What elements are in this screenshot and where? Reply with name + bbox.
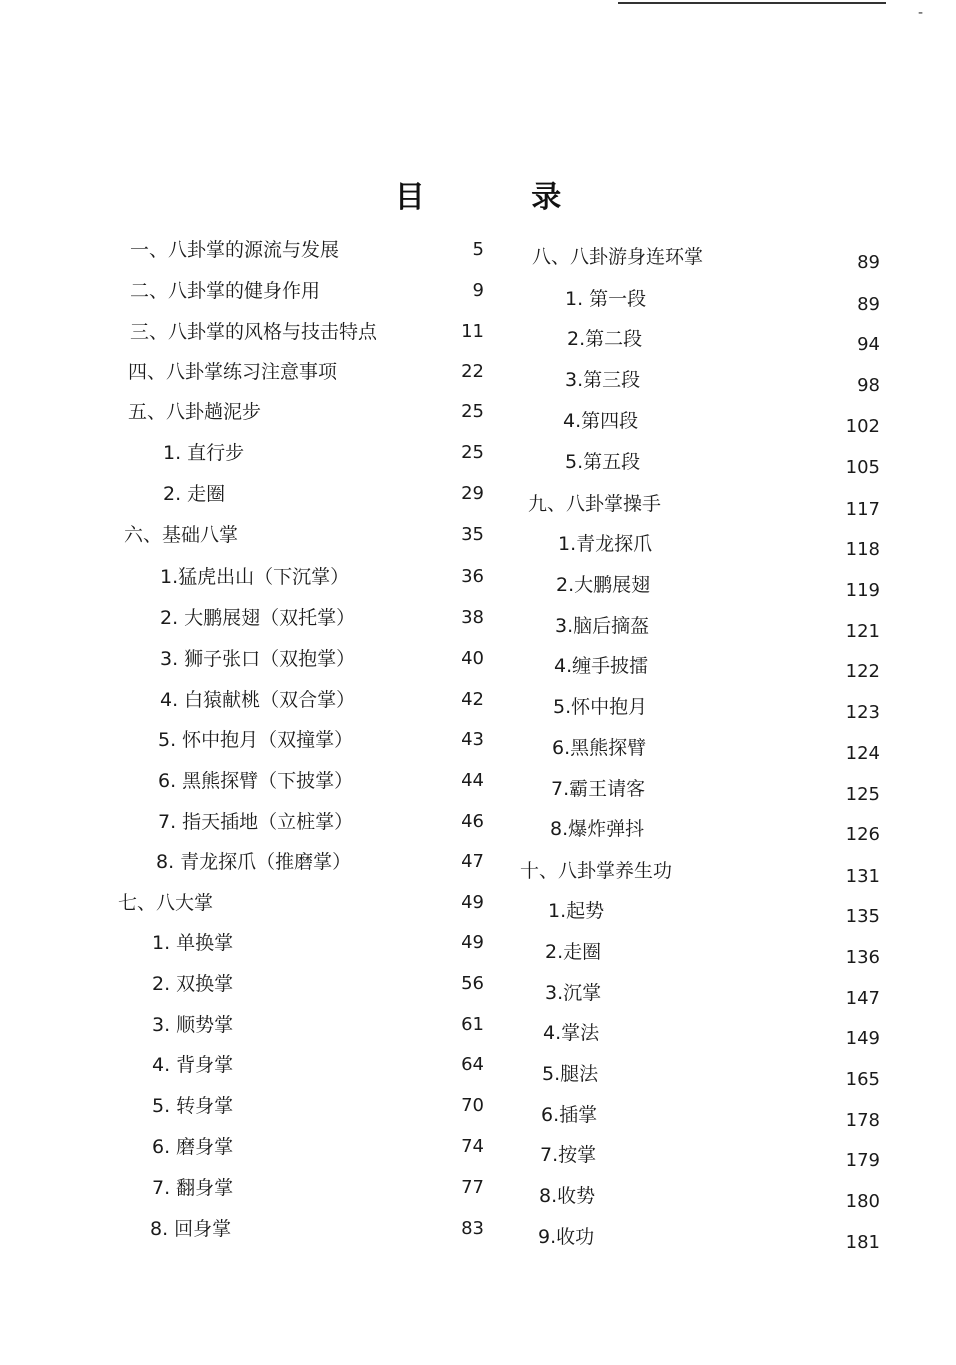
toc-right-entry-page-number: 147 bbox=[845, 988, 880, 1009]
toc-left-entry-page-number: 49 bbox=[461, 932, 484, 953]
toc-right-entry-page-number: 126 bbox=[845, 824, 880, 845]
toc-left-entry-label: 1. 单换掌 bbox=[152, 932, 234, 954]
toc-left-entry-page-number: 42 bbox=[461, 689, 484, 710]
toc-right-entry bbox=[0, 652, 956, 680]
toc-right-entry bbox=[0, 897, 956, 925]
toc-right-entry bbox=[0, 693, 956, 721]
toc-right-entry-label: 5.腿法 bbox=[542, 1063, 599, 1085]
toc-left-entry-label: 三、八卦掌的风格与技击特点 bbox=[130, 321, 378, 343]
toc-left-entry-label: 1. 直行步 bbox=[163, 442, 245, 464]
toc-left-entry-page-number: 25 bbox=[461, 401, 484, 422]
toc-right-entry-page-number: 131 bbox=[845, 866, 880, 887]
toc-right-entry-label: 2.走圈 bbox=[545, 941, 602, 963]
toc-right-entry bbox=[0, 1223, 956, 1251]
toc-left-entry-page-number: 25 bbox=[461, 442, 484, 463]
toc-left-entry-label: 2. 走圈 bbox=[163, 483, 226, 505]
toc-right-entry-page-number: 102 bbox=[845, 416, 880, 437]
toc-right-entry-label: 3.第三段 bbox=[565, 369, 641, 391]
toc-left-entry-label: 6. 黑熊探臂（下披掌） bbox=[158, 770, 354, 792]
toc-right-entry bbox=[0, 1101, 956, 1129]
toc-right-entry-page-number: 180 bbox=[845, 1191, 880, 1212]
toc-left-entry-label: 一、八卦掌的源流与发展 bbox=[130, 239, 340, 261]
toc-left-entry-label: 7. 指天插地（立桩掌） bbox=[158, 811, 354, 833]
toc-right-entry bbox=[0, 1182, 956, 1210]
toc-right-entry-label: 4.第四段 bbox=[563, 410, 639, 432]
toc-right-entry-label: 9.收功 bbox=[538, 1226, 595, 1248]
toc-left-entry-label: 7. 翻身掌 bbox=[152, 1177, 234, 1199]
toc-right-entry bbox=[0, 490, 956, 518]
toc-right-entry-page-number: 118 bbox=[845, 539, 880, 560]
toc-right-entry bbox=[0, 775, 956, 803]
toc-left-entry-label: 四、八卦掌练习注意事项 bbox=[128, 361, 338, 383]
toc-right-entry-label: 1.起势 bbox=[548, 900, 605, 922]
toc-right-entry-page-number: 121 bbox=[845, 621, 880, 642]
toc-right-entry-page-number: 89 bbox=[857, 294, 880, 315]
toc-left-entry-label: 七、八大掌 bbox=[118, 892, 214, 914]
toc-right-entry-label: 5.怀中抱月 bbox=[553, 696, 648, 718]
toc-right-entry-page-number: 117 bbox=[845, 499, 880, 520]
toc-right-entry-label: 1.青龙探爪 bbox=[558, 533, 653, 555]
toc-right-entry-page-number: 178 bbox=[845, 1110, 880, 1131]
toc-left-entry-label: 二、八卦掌的健身作用 bbox=[130, 280, 321, 302]
toc-right-entry-page-number: 125 bbox=[845, 784, 880, 805]
toc-right-entry bbox=[0, 448, 956, 476]
toc-right-entry-label: 4.掌法 bbox=[543, 1022, 600, 1044]
toc-right-entry-page-number: 179 bbox=[845, 1150, 880, 1171]
toc-left-entry-page-number: 70 bbox=[461, 1095, 484, 1116]
toc-right-entry-page-number: 135 bbox=[845, 906, 880, 927]
toc-left-entry-page-number: 61 bbox=[461, 1014, 484, 1035]
toc-right-entry-label: 8.收势 bbox=[539, 1185, 596, 1207]
toc-left-entry-page-number: 43 bbox=[461, 729, 484, 750]
toc-right-entry-page-number: 124 bbox=[845, 743, 880, 764]
toc-left-entry-label: 5. 转身掌 bbox=[152, 1095, 234, 1117]
toc-right-entry bbox=[0, 285, 956, 313]
toc-left-entry-page-number: 36 bbox=[461, 566, 484, 587]
toc-right-entry-page-number: 105 bbox=[845, 457, 880, 478]
toc-right-entry bbox=[0, 243, 956, 271]
toc-left-entry-label: 1.猛虎出山（下沉掌） bbox=[160, 566, 350, 588]
toc-right-entry bbox=[0, 734, 956, 762]
toc-left-entry-page-number: 9 bbox=[472, 280, 484, 301]
toc-left-entry-label: 六、基础八掌 bbox=[124, 524, 239, 546]
toc-left-entry-page-number: 64 bbox=[461, 1054, 484, 1075]
toc-right-entry bbox=[0, 857, 956, 885]
toc-left-entry-page-number: 5 bbox=[472, 239, 484, 260]
toc-left-entry-page-number: 74 bbox=[461, 1136, 484, 1157]
toc-right-entry-label: 十、八卦掌养生功 bbox=[520, 860, 673, 882]
toc-left-entry-page-number: 49 bbox=[461, 892, 484, 913]
toc-right-entry bbox=[0, 530, 956, 558]
toc-right-entry bbox=[0, 571, 956, 599]
toc-left-entry-label: 3. 狮子张口（双抱掌） bbox=[160, 648, 356, 670]
toc-left-entry-page-number: 11 bbox=[461, 321, 484, 342]
toc-right-entry-label: 8.爆炸弹抖 bbox=[550, 818, 645, 840]
toc-left-entry-label: 2. 双换掌 bbox=[152, 973, 234, 995]
toc-right-entry bbox=[0, 1060, 956, 1088]
toc-right-entry-label: 6.插掌 bbox=[541, 1104, 598, 1126]
toc-right-entry bbox=[0, 1141, 956, 1169]
toc-right-entry bbox=[0, 815, 956, 843]
toc-left-entry-page-number: 56 bbox=[461, 973, 484, 994]
toc-right-entry-page-number: 122 bbox=[845, 661, 880, 682]
toc-left-entry-label: 4. 白猿献桃（双合掌） bbox=[160, 689, 356, 711]
toc-left-entry-label: 3. 顺势掌 bbox=[152, 1014, 234, 1036]
toc-right-entry-page-number: 181 bbox=[845, 1232, 880, 1253]
toc-right-entry bbox=[0, 938, 956, 966]
toc-left-entry-page-number: 38 bbox=[461, 607, 484, 628]
toc-right-entry bbox=[0, 1019, 956, 1047]
toc-left-entry-page-number: 40 bbox=[461, 648, 484, 669]
toc-left-entry-label: 五、八卦趟泥步 bbox=[128, 401, 262, 423]
toc-left-entry-page-number: 29 bbox=[461, 483, 484, 504]
toc-left-entry-label: 6. 磨身掌 bbox=[152, 1136, 234, 1158]
toc-right-entry-page-number: 136 bbox=[845, 947, 880, 968]
toc-left-entry-label: 4. 背身掌 bbox=[152, 1054, 234, 1076]
toc-right-entry-page-number: 165 bbox=[845, 1069, 880, 1090]
toc-right-entry-page-number: 89 bbox=[857, 252, 880, 273]
toc-right-entry bbox=[0, 612, 956, 640]
toc-right-entry bbox=[0, 407, 956, 435]
toc-right-entry-label: 2.第二段 bbox=[567, 328, 643, 350]
toc-left-entry-page-number: 47 bbox=[461, 851, 484, 872]
toc-left-entry-page-number: 22 bbox=[461, 361, 484, 382]
toc-right-entry-label: 1. 第一段 bbox=[565, 288, 647, 310]
toc-right-entry-page-number: 123 bbox=[845, 702, 880, 723]
toc-right-entry bbox=[0, 366, 956, 394]
toc-right-entry bbox=[0, 325, 956, 353]
toc-left-entry-page-number: 44 bbox=[461, 770, 484, 791]
toc-right-entry-page-number: 119 bbox=[845, 580, 880, 601]
toc-right-entry-page-number: 94 bbox=[857, 334, 880, 355]
scan-artifact-line bbox=[618, 2, 886, 4]
toc-right-entry-label: 6.黑熊探臂 bbox=[552, 737, 647, 759]
toc-left-entry-page-number: 46 bbox=[461, 811, 484, 832]
toc-left-entry-label: 2. 大鹏展翅（双托掌） bbox=[160, 607, 356, 629]
page-title: 目 录 bbox=[394, 180, 610, 215]
toc-right-entry-label: 5.第五段 bbox=[565, 451, 641, 473]
toc-right-entry-label: 7.霸王请客 bbox=[551, 778, 646, 800]
toc-left-entry-label: 5. 怀中抱月（双撞掌） bbox=[158, 729, 354, 751]
toc-left-entry-label: 8. 青龙探爪（推磨掌） bbox=[156, 851, 352, 873]
toc-right-entry-label: 3.脑后摘盔 bbox=[555, 615, 650, 637]
toc-right-entry-label: 3.沉掌 bbox=[545, 982, 602, 1004]
toc-left-entry-page-number: 83 bbox=[461, 1218, 484, 1239]
toc-left-entry-page-number: 35 bbox=[461, 524, 484, 545]
toc-right-entry bbox=[0, 979, 956, 1007]
toc-left-entry-page-number: 77 bbox=[461, 1177, 484, 1198]
toc-right-entry-page-number: 98 bbox=[857, 375, 880, 396]
toc-right-entry-label: 九、八卦掌操手 bbox=[528, 493, 662, 515]
toc-right-entry-label: 2.大鹏展翅 bbox=[556, 574, 651, 596]
toc-right-entry-page-number: 149 bbox=[845, 1028, 880, 1049]
toc-right-entry-label: 7.按掌 bbox=[540, 1144, 597, 1166]
toc-right-entry-label: 八、八卦游身连环掌 bbox=[532, 246, 704, 268]
toc-right-entry-label: 4.缠手披擂 bbox=[554, 655, 649, 677]
scan-artifact-mark: - bbox=[918, 5, 924, 21]
toc-left-entry-label: 8. 回身掌 bbox=[150, 1218, 232, 1240]
